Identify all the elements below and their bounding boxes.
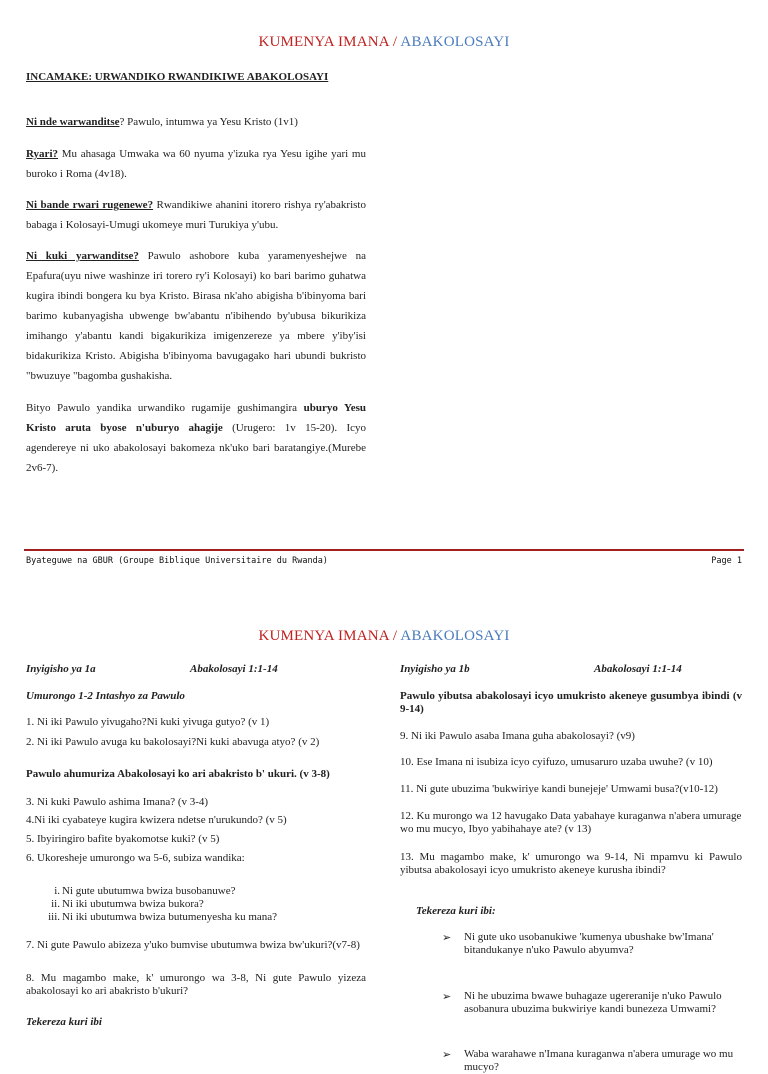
reflect-bullet-1 [442,931,764,957]
paragraph-purpose [26,398,366,478]
question-label: Ni kuki yarwanditse? [26,250,139,262]
question-10: 10. Ese Imana ni isubiza icyo cyifuzo, umusaruro uzaba uwuhe? (v 10) [400,756,713,768]
bullet-text: Ni he ubuzima bwawe buhagaze ugereranije n'uko Pawulo asobanura ubuzima bukwiriye kandi bunezeza Umwami? [464,990,722,1015]
reflect-bullet-3 [442,1048,764,1074]
question-3: 3. Ni kuki Pawulo ashima Imana? (v 3-4) [26,796,209,808]
question-9: 9. Ni iki Pawulo asaba Imana guha abakolosayi? (v9) [400,730,635,742]
title-blue: ABAKOLOSAYI [400,34,510,50]
paragraph-author [26,112,366,132]
list-number: i. [54,885,60,897]
answer-text: ? Pawulo, intumwa ya Yesu Kristo (1v1) [119,116,298,128]
roman-list [36,885,366,924]
answer-text: Mu ahasaga Umwaka wa 60 nyuma y'izuka rya Yesu igihe yari mu buroko i Roma (4v18). [26,148,366,180]
list-item [36,885,366,898]
arrow-bullet-icon: ➢ [442,990,452,1003]
arrow-bullet-icon: ➢ [442,1048,452,1061]
paragraph-why [26,246,366,386]
question-8: 8. Mu magambo make, k' umurongo wa 3-8, Ni gute Pawulo yizeza abakolosayi ko ari abakristo b'ukuri? [26,972,366,997]
section-heading: Umurongo 1-2 Intashyo za Pawulo [26,690,185,702]
question-4: 4.Ni iki cyabateye kugira kwizera ndetse n'urukundo? (v 5) [26,814,287,826]
lesson-1a-ref: Abakolosayi 1:1-14 [190,663,278,675]
lesson-1b-label: Inyigisho ya 1b [400,663,470,675]
reflect-heading-cut: Tekereza kuri ibi [26,1016,102,1028]
footer-rule [24,549,744,551]
title-blue: ABAKOLOSAYI [400,628,510,644]
question-label: Ryari? [26,148,58,160]
list-text: Ni iki ubutumwa bwiza bukora? [62,898,204,910]
list-text: Ni iki ubutumwa bwiza butumenyesha ku mana? [62,911,278,923]
question-label: Ni nde warwanditse [26,116,120,128]
paragraph-when [26,144,366,184]
text-span: (Urugero: 1v 15-20). Icyo agendereye ni uko abakolosayi bakomeza nk'uko bari baratangiye.(Murebe 2v6-7). [26,422,367,474]
page-number: Page 1 [711,556,742,566]
title-red: KUMENYA IMANA / [258,628,398,644]
title-red: KUMENYA IMANA / [258,34,398,50]
question-11: 11. Ni gute ubuzima 'bukwiriye kandi bunejeje' Umwami busa?(v10-12) [400,783,718,795]
list-number: ii. [51,898,60,910]
arrow-bullet-icon: ➢ [442,931,452,944]
section-heading: Pawulo yibutsa abakolosayi icyo umukristo akeneye gusumbya ibindi (v 9-14) [400,690,742,715]
list-text: Ni gute ubutumwa bwiza busobanuwe? [62,885,236,897]
section-heading: Pawulo ahumuriza Abakolosayi ko ari abakristo b' ukuri. (v 3-8) [26,768,330,780]
question-1: 1. Ni iki Pawulo yivugaho?Ni kuki yivuga gutyo? (v 1) [26,716,270,728]
list-item [36,898,366,911]
bold-text: uburyo Yesu Kristo aruta byose n'uburyo ahagije [26,402,366,434]
bullet-text: Ni gute uko usobanukiwe 'kumenya ubushake bw'Imana' bitandukanye n'uko Pawulo abyumva? [464,931,714,956]
summary-heading: INCAMAKE: URWANDIKO RWANDIKIWE ABAKOLOSAYI [26,71,329,83]
lesson-1a-label: Inyigisho ya 1a [26,663,96,675]
footer-left: Byateguwe na GBUR (Groupe Biblique Universitaire du Rwanda) [26,556,328,566]
bullet-text: Waba warahawe n'Imana kuraganwa n'abera umurage wo mu mucyo? [464,1048,734,1073]
list-item [36,911,366,924]
question-7: 7. Ni gute Pawulo abizeza y'uko bumvise ubutumwa bwiza bw'ukuri?(v7-8) [26,939,360,951]
reflect-heading: Tekereza kuri ibi: [416,905,496,917]
question-6: 6. Ukoresheje umurongo wa 5-6, subiza wandika: [26,852,245,864]
question-5: 5. Ibyiringiro bafite byakomotse kuki? (v 5) [26,833,220,845]
question-12: 12. Ku murongo wa 12 havugako Data yabahaye kuraganwa n'abera umurage wo mu mucyo, Ibyo yabihahaye ate? (v 13) [400,810,742,835]
paragraph-recipients [26,195,366,235]
page-title [0,34,768,51]
question-2: 2. Ni iki Pawulo avuga ku bakolosayi?Ni kuki abavuga atyo? (v 2) [26,736,320,748]
answer-text: Rwandikiwe ahanini itorero rishya ry'abakristo babaga i Kolosayi-Umugi ukomeye muri Turukiya y'ubu. [26,199,366,231]
text-span: Bityo Pawulo yandika urwandiko rugamije gushimangira [26,402,304,414]
list-number: iii. [48,911,60,923]
lesson-1b-ref: Abakolosayi 1:1-14 [594,663,682,675]
answer-text: Pawulo ashobore kuba yaramenyeshejwe na Epafura(uyu niwe washinze iri torero ry'i Kolosayi) ko bari barimo guhatwa kugira ibindi bongera ku bya Kristo. Birasa nk'aho abigisha b'ibinyoma bari barimo kubanyagisha ubwenge bw'abantu n'ibihendo by'ubusa bikurikiza imihango y'abantu kandi bigakurikiza imigenzereze ya mbere y'iby'isi bidakurikiza Kristo. Abigisha b'ibinyoma bavugagako hari ubundi bukristo "bwuzuye "bagomba gushakisha. [26,250,366,382]
question-13: 13. Mu magambo make, k' umurongo wa 9-14, Ni mpamvu ki Pawulo yibutsa abakolosayi icyo umukristo akeneye kurusha ibindi? [400,851,742,876]
page2-title [0,628,768,645]
question-label: Ni bande rwari rugenewe? [26,199,154,211]
reflect-bullet-2 [442,990,764,1016]
